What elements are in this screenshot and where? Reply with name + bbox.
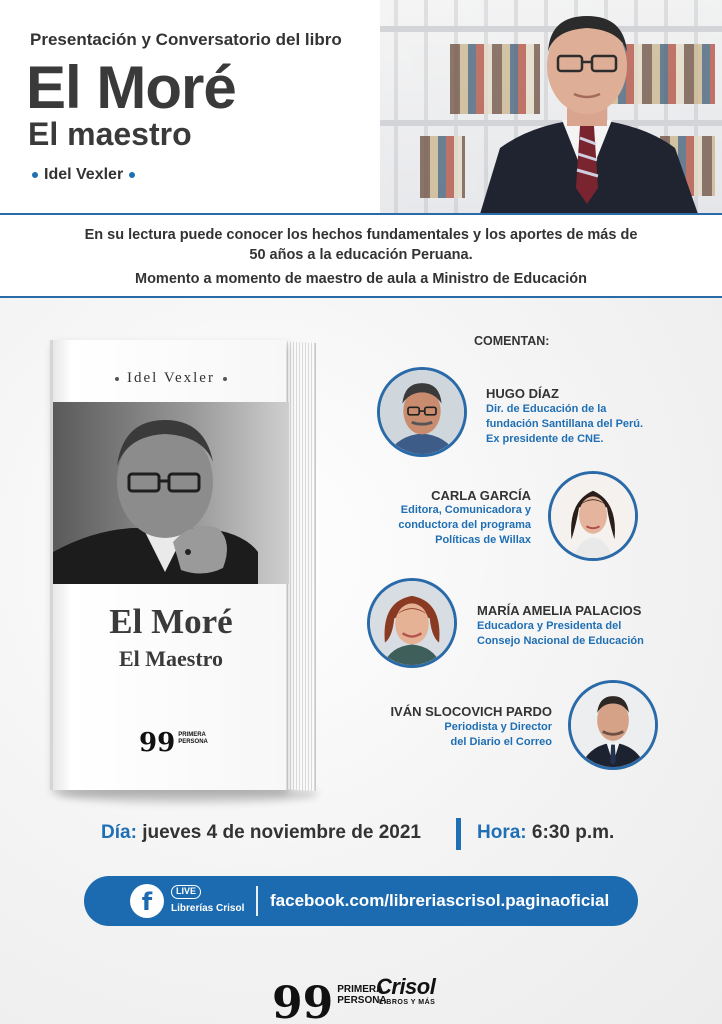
role-line: Políticas de Willax [435,534,531,546]
book-author [53,370,289,387]
page-title: El Moré [26,54,236,121]
facebook-url-link[interactable]: facebook.com/libreriascrisol.paginaoficial [270,891,610,910]
commentator-role [477,619,644,649]
role-line: Dir. de Educación de la [486,403,607,415]
description-line-2: Momento a momento de maestro de aula a Ministro de Educación [135,271,587,287]
author-name: Idel Vexler [44,166,124,183]
book-cover-photo [53,402,289,584]
primera-persona-text: PRIMERA PERSONA [337,984,387,1006]
crisol-name: Crisol [376,974,436,999]
avatar [377,367,467,457]
bullet-icon [223,377,227,381]
facebook-icon: f [130,884,164,918]
quote-mark-icon: 99 [272,978,334,1024]
event-date-row [0,818,722,850]
hour-label: Hora: [477,822,527,843]
role-line: Editora, Comunicadora y [400,504,531,516]
day-value: jueves 4 de noviembre de 2021 [142,822,421,843]
books [420,136,465,198]
date-separator [456,818,461,850]
event-pre-title: Presentación y Conversatorio del libro [30,30,342,49]
commentator-name: CARLA GARCÍA [431,488,531,503]
book-author-name: Idel Vexler [127,370,215,386]
primera-persona-logo [272,975,387,1024]
description-line-1 [0,225,722,265]
role-line: fundación Santillana del Perú. [486,418,644,430]
commentator-name: HUGO DÍAZ [486,386,559,401]
event-hour [477,822,614,844]
day-label: Día: [101,822,137,843]
role-line: Consejo Nacional de Educación [477,635,644,647]
book-publisher-logo [139,726,212,758]
author-photo [470,8,705,214]
book-publisher-name: PRIMERA PERSONA [178,731,208,745]
carla-garcia-photo [551,474,635,558]
facebook-page-name: Librerías Crisol [171,903,245,914]
ivan-slocovich-photo [571,683,655,767]
bullet-icon [115,377,119,381]
quote-mark-icon: 99 [139,728,176,758]
bullet-icon [129,172,135,178]
book-subtitle: El Maestro [118,646,224,671]
role-line: conductora del programa [398,519,531,531]
book-title: El Moré [109,602,233,641]
role-line: Educadora y Presidenta del [477,620,622,632]
commentator-role [486,402,643,447]
crisol-logo [376,975,435,1006]
bullet-icon [32,172,38,178]
avatar [568,680,658,770]
commentator-role [350,503,531,548]
facebook-live-bar[interactable] [84,876,638,926]
avatar [367,578,457,668]
role-line: del Diario el Correo [450,736,552,748]
maria-amelia-palacios-photo [370,581,454,665]
divider [256,886,258,916]
commentators-heading: COMENTAN: [474,334,550,348]
commentator-role [392,720,552,750]
role-line: Periodista y Director [444,721,552,733]
author-line [32,166,135,184]
commentator-name: MARÍA AMELIA PALACIOS [477,603,642,618]
crisol-tagline: LIBROS Y MÁS [379,999,436,1006]
description-text: En su lectura puede conocer los hechos fundamentales y los aportes de más de 50 años a la educación Peruana. [84,227,638,263]
book-cover [50,340,286,790]
event-day [101,822,421,844]
role-line: Ex presidente de CNE. [486,433,604,445]
description [0,215,722,296]
live-badge: LIVE [171,885,201,899]
hour-value: 6:30 p.m. [531,822,615,843]
commentator-name: IVÁN SLOCOVICH PARDO [390,704,552,719]
avatar [548,471,638,561]
hugo-diaz-photo [380,370,464,454]
header-banner [0,0,722,214]
page-subtitle: El maestro [28,116,192,152]
